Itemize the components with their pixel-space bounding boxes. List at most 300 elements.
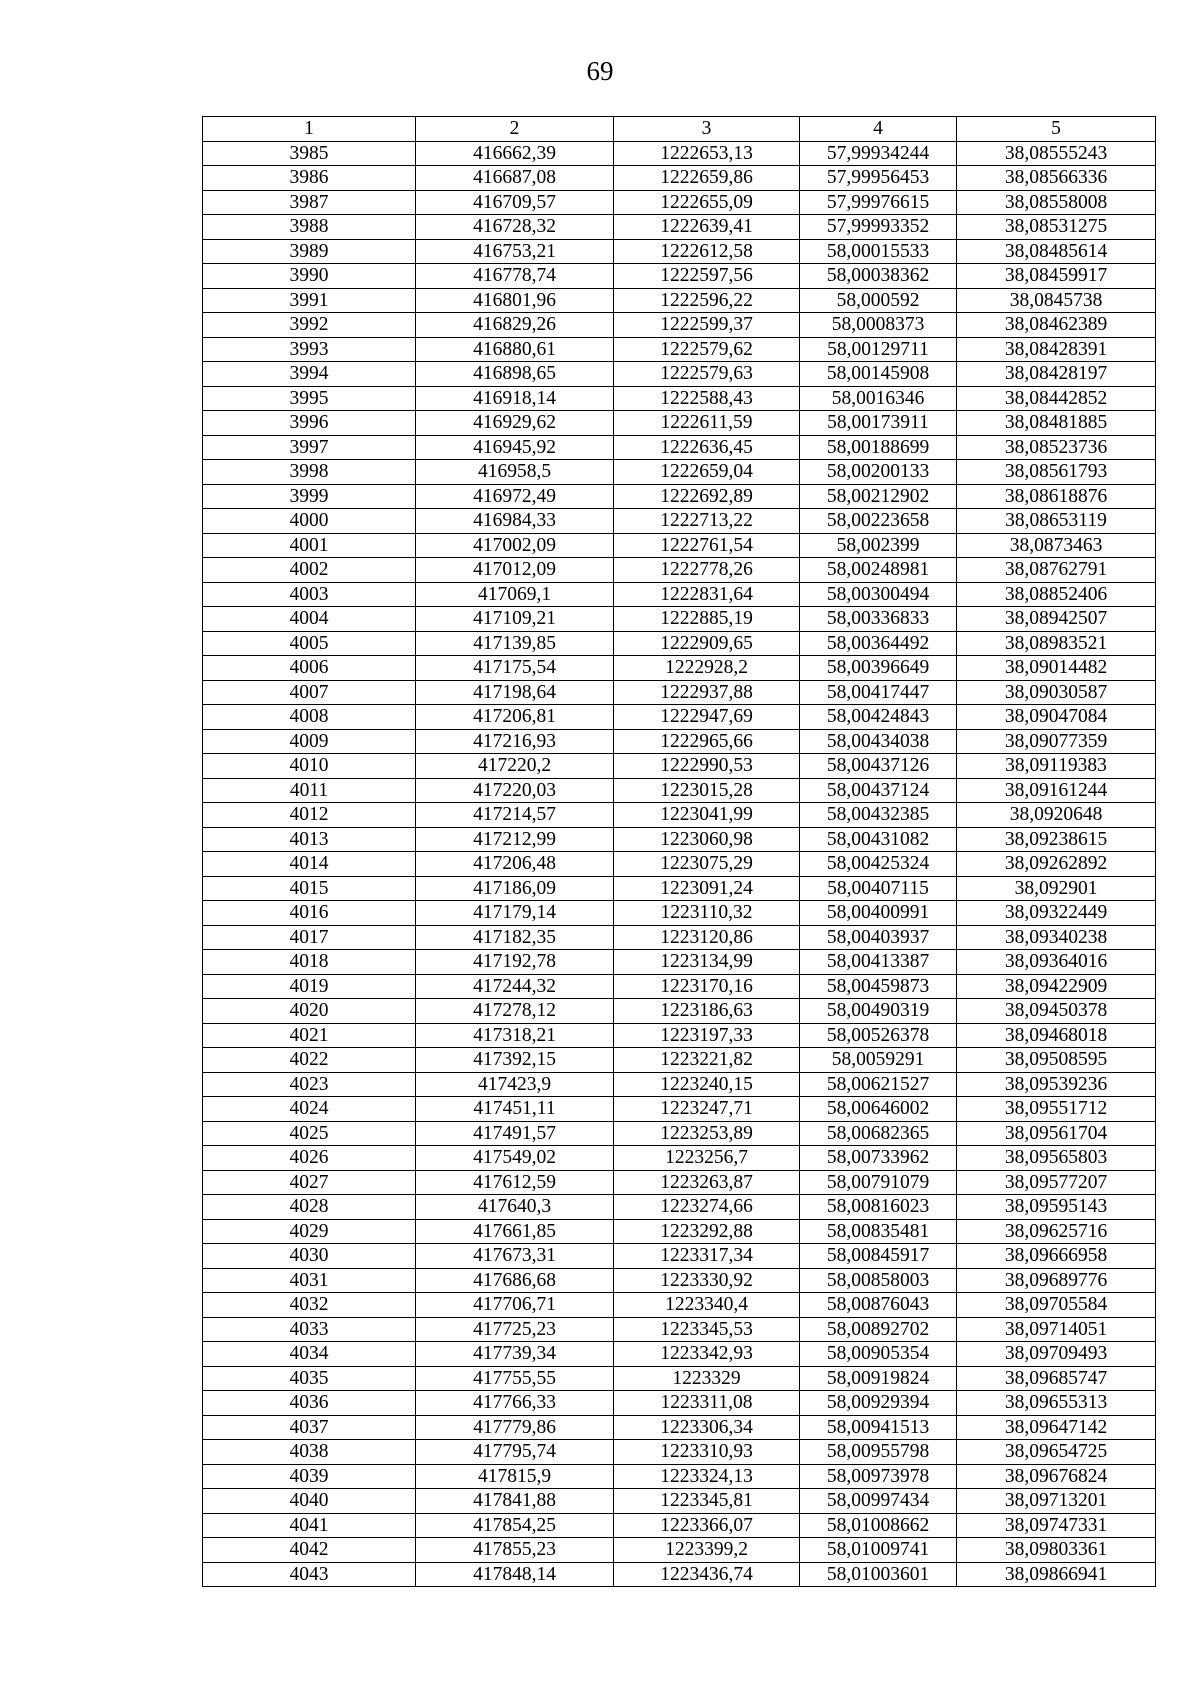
table-cell: 417673,31 [416, 1244, 614, 1269]
table-cell: 38,09747331 [957, 1513, 1156, 1538]
table-row [203, 1023, 1156, 1048]
column-header: 1 [203, 117, 416, 142]
table-cell: 38,09689776 [957, 1268, 1156, 1293]
table-cell: 1223221,82 [614, 1048, 800, 1073]
table-cell: 417212,99 [416, 827, 614, 852]
table-cell: 417640,3 [416, 1195, 614, 1220]
table-row [203, 1513, 1156, 1538]
table-cell: 417175,54 [416, 656, 614, 681]
table-cell: 4016 [203, 901, 416, 926]
table-cell: 38,08653119 [957, 509, 1156, 534]
table-cell: 58,00646002 [800, 1097, 957, 1122]
table-cell: 3990 [203, 264, 416, 289]
table-cell: 58,002399 [800, 533, 957, 558]
table-row [203, 1048, 1156, 1073]
table-cell: 38,08462389 [957, 313, 1156, 338]
table-cell: 1223292,88 [614, 1219, 800, 1244]
table-row [203, 876, 1156, 901]
table-row [203, 411, 1156, 436]
table-cell: 38,08762791 [957, 558, 1156, 583]
table-row [203, 460, 1156, 485]
column-header: 3 [614, 117, 800, 142]
table-cell: 38,09647142 [957, 1415, 1156, 1440]
table-row [203, 509, 1156, 534]
table-cell: 38,08852406 [957, 582, 1156, 607]
table-cell: 38,08561793 [957, 460, 1156, 485]
table-cell: 416728,32 [416, 215, 614, 240]
table-row [203, 141, 1156, 166]
table-cell: 58,00396649 [800, 656, 957, 681]
table-cell: 417220,03 [416, 778, 614, 803]
table-row [203, 1195, 1156, 1220]
table-cell: 58,00876043 [800, 1293, 957, 1318]
table-row [203, 754, 1156, 779]
header-row [203, 117, 1156, 142]
table-cell: 38,08942507 [957, 607, 1156, 632]
table-cell: 416945,92 [416, 435, 614, 460]
table-cell: 416829,26 [416, 313, 614, 338]
table-cell: 4012 [203, 803, 416, 828]
table-cell: 4013 [203, 827, 416, 852]
table-cell: 4032 [203, 1293, 416, 1318]
table-cell: 58,00845917 [800, 1244, 957, 1269]
table-cell: 416778,74 [416, 264, 614, 289]
table-cell: 58,00300494 [800, 582, 957, 607]
table-cell: 38,09666958 [957, 1244, 1156, 1269]
table-cell: 4026 [203, 1146, 416, 1171]
table-cell: 58,00417447 [800, 680, 957, 705]
coordinates-table [202, 116, 1156, 1587]
table-cell: 58,00223658 [800, 509, 957, 534]
table-row [203, 680, 1156, 705]
table-cell: 4029 [203, 1219, 416, 1244]
table-cell: 4023 [203, 1072, 416, 1097]
table-cell: 417002,09 [416, 533, 614, 558]
table-cell: 1222831,64 [614, 582, 800, 607]
table-cell: 58,00129711 [800, 337, 957, 362]
table-row [203, 1219, 1156, 1244]
column-header: 4 [800, 117, 957, 142]
table-cell: 58,00973978 [800, 1464, 957, 1489]
table-row [203, 901, 1156, 926]
table-cell: 3985 [203, 141, 416, 166]
table-cell: 1222612,58 [614, 239, 800, 264]
table-cell: 58,00413387 [800, 950, 957, 975]
table-cell: 38,09238615 [957, 827, 1156, 852]
table-cell: 38,092901 [957, 876, 1156, 901]
table-cell: 417109,21 [416, 607, 614, 632]
table-cell: 1223075,29 [614, 852, 800, 877]
table-row [203, 1562, 1156, 1587]
table-cell: 3998 [203, 460, 416, 485]
table-cell: 58,00336833 [800, 607, 957, 632]
table-cell: 4038 [203, 1440, 416, 1465]
table-cell: 4042 [203, 1538, 416, 1563]
table-cell: 1223436,74 [614, 1562, 800, 1587]
table-cell: 4043 [203, 1562, 416, 1587]
table-cell: 58,00212902 [800, 484, 957, 509]
table-row [203, 1244, 1156, 1269]
table-cell: 58,00682365 [800, 1121, 957, 1146]
table-row [203, 1268, 1156, 1293]
table-cell: 417451,11 [416, 1097, 614, 1122]
table-cell: 1222639,41 [614, 215, 800, 240]
table-row [203, 1538, 1156, 1563]
table-cell: 38,09565803 [957, 1146, 1156, 1171]
table-cell: 417198,64 [416, 680, 614, 705]
table-cell: 3991 [203, 288, 416, 313]
table-cell: 3992 [203, 313, 416, 338]
table-cell: 1223306,34 [614, 1415, 800, 1440]
table-cell: 38,09595143 [957, 1195, 1156, 1220]
table-row [203, 729, 1156, 754]
table-cell: 4035 [203, 1366, 416, 1391]
table-cell: 1222778,26 [614, 558, 800, 583]
table-row [203, 1293, 1156, 1318]
table-cell: 4009 [203, 729, 416, 754]
table-cell: 4011 [203, 778, 416, 803]
table-cell: 38,09676824 [957, 1464, 1156, 1489]
table-cell: 1222909,65 [614, 631, 800, 656]
table-cell: 58,00621527 [800, 1072, 957, 1097]
table-row [203, 1072, 1156, 1097]
table-row [203, 484, 1156, 509]
table-row [203, 925, 1156, 950]
table-cell: 38,08485614 [957, 239, 1156, 264]
table-row [203, 1317, 1156, 1342]
table-cell: 58,00434038 [800, 729, 957, 754]
table-row [203, 533, 1156, 558]
table-cell: 417186,09 [416, 876, 614, 901]
table-cell: 38,09551712 [957, 1097, 1156, 1122]
table-row [203, 288, 1156, 313]
table-cell: 4002 [203, 558, 416, 583]
table-cell: 57,99993352 [800, 215, 957, 240]
table-cell: 4037 [203, 1415, 416, 1440]
table-cell: 1222761,54 [614, 533, 800, 558]
table-cell: 1223041,99 [614, 803, 800, 828]
table-cell: 4036 [203, 1391, 416, 1416]
table-cell: 58,00437126 [800, 754, 957, 779]
table-row [203, 1464, 1156, 1489]
table-cell: 38,09161244 [957, 778, 1156, 803]
table-row [203, 386, 1156, 411]
table-cell: 417182,35 [416, 925, 614, 950]
table-row [203, 435, 1156, 460]
table-cell: 58,00400991 [800, 901, 957, 926]
table-cell: 1223263,87 [614, 1170, 800, 1195]
table-cell: 417661,85 [416, 1219, 614, 1244]
table-cell: 417278,12 [416, 999, 614, 1024]
table-row [203, 1170, 1156, 1195]
table-cell: 1222965,66 [614, 729, 800, 754]
table-row [203, 190, 1156, 215]
table-cell: 1222928,2 [614, 656, 800, 681]
table-cell: 1223256,7 [614, 1146, 800, 1171]
table-cell: 57,99956453 [800, 166, 957, 191]
table-cell: 417012,09 [416, 558, 614, 583]
table-row [203, 705, 1156, 730]
table-cell: 1223345,53 [614, 1317, 800, 1342]
table-cell: 417244,32 [416, 974, 614, 999]
table-row [203, 558, 1156, 583]
table-cell: 38,09866941 [957, 1562, 1156, 1587]
table-row [203, 1097, 1156, 1122]
table-cell: 1223170,16 [614, 974, 800, 999]
table-cell: 4027 [203, 1170, 416, 1195]
table-row [203, 337, 1156, 362]
table-cell: 58,00526378 [800, 1023, 957, 1048]
table-cell: 416801,96 [416, 288, 614, 313]
table-cell: 38,09468018 [957, 1023, 1156, 1048]
table-cell: 58,00941513 [800, 1415, 957, 1440]
table-cell: 38,09709493 [957, 1342, 1156, 1367]
table-row [203, 1342, 1156, 1367]
table-cell: 1223253,89 [614, 1121, 800, 1146]
table-cell: 4041 [203, 1513, 416, 1538]
table-cell: 417815,9 [416, 1464, 614, 1489]
table-cell: 4004 [203, 607, 416, 632]
table-cell: 58,00892702 [800, 1317, 957, 1342]
table-cell: 416880,61 [416, 337, 614, 362]
table-row [203, 362, 1156, 387]
table-cell: 38,09714051 [957, 1317, 1156, 1342]
table-cell: 4017 [203, 925, 416, 950]
table-cell: 416984,33 [416, 509, 614, 534]
table-cell: 416898,65 [416, 362, 614, 387]
table-cell: 417069,1 [416, 582, 614, 607]
table-cell: 417848,14 [416, 1562, 614, 1587]
table-cell: 417491,57 [416, 1121, 614, 1146]
table-cell: 57,99934244 [800, 141, 957, 166]
table-cell: 58,00038362 [800, 264, 957, 289]
table-cell: 417725,23 [416, 1317, 614, 1342]
table-cell: 417841,88 [416, 1489, 614, 1514]
table-cell: 1222596,22 [614, 288, 800, 313]
table-cell: 38,09577207 [957, 1170, 1156, 1195]
table-cell: 58,00403937 [800, 925, 957, 950]
table-cell: 1222653,13 [614, 141, 800, 166]
table-cell: 1223342,93 [614, 1342, 800, 1367]
table-cell: 58,00437124 [800, 778, 957, 803]
table-cell: 38,09119383 [957, 754, 1156, 779]
page-number: 69 [586, 56, 614, 86]
table-cell: 38,08428391 [957, 337, 1156, 362]
table-cell: 4015 [203, 876, 416, 901]
table-cell: 58,00145908 [800, 362, 957, 387]
table-row [203, 999, 1156, 1024]
table-row [203, 582, 1156, 607]
table-cell: 417706,71 [416, 1293, 614, 1318]
table-cell: 58,00407115 [800, 876, 957, 901]
table-cell: 58,00432385 [800, 803, 957, 828]
table-cell: 58,00955798 [800, 1440, 957, 1465]
table-row [203, 313, 1156, 338]
table-cell: 417854,25 [416, 1513, 614, 1538]
table-cell: 58,00459873 [800, 974, 957, 999]
table-cell: 1222659,04 [614, 460, 800, 485]
table-cell: 417779,86 [416, 1415, 614, 1440]
table-cell: 417739,34 [416, 1342, 614, 1367]
table-cell: 3995 [203, 386, 416, 411]
table-cell: 3988 [203, 215, 416, 240]
table-cell: 4033 [203, 1317, 416, 1342]
table-cell: 1223186,63 [614, 999, 800, 1024]
table-cell: 417192,78 [416, 950, 614, 975]
table-cell: 1222947,69 [614, 705, 800, 730]
table-cell: 38,08459917 [957, 264, 1156, 289]
column-header: 5 [957, 117, 1156, 142]
table-cell: 1223329 [614, 1366, 800, 1391]
table-cell: 4021 [203, 1023, 416, 1048]
table-cell: 58,00490319 [800, 999, 957, 1024]
table-row [203, 607, 1156, 632]
table-cell: 416753,21 [416, 239, 614, 264]
table-cell: 38,09625716 [957, 1219, 1156, 1244]
table-cell: 416709,57 [416, 190, 614, 215]
table-cell: 1223310,93 [614, 1440, 800, 1465]
table-row [203, 264, 1156, 289]
table-cell: 1223120,86 [614, 925, 800, 950]
table-cell: 4007 [203, 680, 416, 705]
table-cell: 38,08531275 [957, 215, 1156, 240]
table-cell: 38,08555243 [957, 141, 1156, 166]
table-cell: 58,00919824 [800, 1366, 957, 1391]
table-row [203, 827, 1156, 852]
table-cell: 4006 [203, 656, 416, 681]
table-cell: 1223247,71 [614, 1097, 800, 1122]
table-cell: 58,00200133 [800, 460, 957, 485]
table-cell: 58,00188699 [800, 435, 957, 460]
table-cell: 38,0845738 [957, 288, 1156, 313]
table-cell: 38,09508595 [957, 1048, 1156, 1073]
table-cell: 58,0059291 [800, 1048, 957, 1073]
table-cell: 416929,62 [416, 411, 614, 436]
table-cell: 58,00858003 [800, 1268, 957, 1293]
table-cell: 38,09322449 [957, 901, 1156, 926]
table-cell: 417318,21 [416, 1023, 614, 1048]
table-cell: 58,00929394 [800, 1391, 957, 1416]
table-cell: 1223345,81 [614, 1489, 800, 1514]
table-cell: 38,08566336 [957, 166, 1156, 191]
table-cell: 1222937,88 [614, 680, 800, 705]
table-row [203, 631, 1156, 656]
table-header [203, 117, 1156, 142]
table-cell: 38,09340238 [957, 925, 1156, 950]
table-cell: 4018 [203, 950, 416, 975]
table-cell: 58,00791079 [800, 1170, 957, 1195]
table-cell: 38,08523736 [957, 435, 1156, 460]
table-cell: 38,09450378 [957, 999, 1156, 1024]
table-cell: 3994 [203, 362, 416, 387]
table-cell: 1223134,99 [614, 950, 800, 975]
table-cell: 38,08428197 [957, 362, 1156, 387]
table-cell: 1223324,13 [614, 1464, 800, 1489]
table-row [203, 1440, 1156, 1465]
table-row [203, 1146, 1156, 1171]
table-cell: 4001 [203, 533, 416, 558]
table-cell: 3996 [203, 411, 416, 436]
table-cell: 1223330,92 [614, 1268, 800, 1293]
table-cell: 58,00905354 [800, 1342, 957, 1367]
table-cell: 1222885,19 [614, 607, 800, 632]
table-cell: 38,09685747 [957, 1366, 1156, 1391]
table-cell: 38,08558008 [957, 190, 1156, 215]
table-cell: 38,09422909 [957, 974, 1156, 999]
table-cell: 58,00431082 [800, 827, 957, 852]
table-cell: 4025 [203, 1121, 416, 1146]
table-cell: 416662,39 [416, 141, 614, 166]
table-cell: 58,00835481 [800, 1219, 957, 1244]
table-row [203, 1415, 1156, 1440]
table-cell: 38,08442852 [957, 386, 1156, 411]
table-cell: 38,09047084 [957, 705, 1156, 730]
table-cell: 4034 [203, 1342, 416, 1367]
table-cell: 417214,57 [416, 803, 614, 828]
table-cell: 38,09030587 [957, 680, 1156, 705]
table-cell: 38,09705584 [957, 1293, 1156, 1318]
table-cell: 38,09713201 [957, 1489, 1156, 1514]
table-cell: 38,09077359 [957, 729, 1156, 754]
table-cell: 1223060,98 [614, 827, 800, 852]
table-cell: 58,0016346 [800, 386, 957, 411]
table-cell: 58,000592 [800, 288, 957, 313]
table-cell: 4022 [203, 1048, 416, 1073]
table-cell: 1222659,86 [614, 166, 800, 191]
table-row [203, 656, 1156, 681]
table-cell: 1223340,4 [614, 1293, 800, 1318]
table-cell: 58,00816023 [800, 1195, 957, 1220]
table-row [203, 778, 1156, 803]
table-cell: 417766,33 [416, 1391, 614, 1416]
table-cell: 1223317,34 [614, 1244, 800, 1269]
table-cell: 1223399,2 [614, 1538, 800, 1563]
table-cell: 417686,68 [416, 1268, 614, 1293]
table-cell: 1223240,15 [614, 1072, 800, 1097]
table-cell: 4040 [203, 1489, 416, 1514]
table-cell: 3999 [203, 484, 416, 509]
table-cell: 417220,2 [416, 754, 614, 779]
table-row [203, 803, 1156, 828]
table-cell: 58,00997434 [800, 1489, 957, 1514]
table-cell: 417216,93 [416, 729, 614, 754]
column-header: 2 [416, 117, 614, 142]
table-cell: 417423,9 [416, 1072, 614, 1097]
table-cell: 57,99976615 [800, 190, 957, 215]
table-cell: 417139,85 [416, 631, 614, 656]
table-cell: 4008 [203, 705, 416, 730]
table-cell: 1223274,66 [614, 1195, 800, 1220]
table-row [203, 215, 1156, 240]
table-cell: 38,09561704 [957, 1121, 1156, 1146]
table-cell: 38,09364016 [957, 950, 1156, 975]
table-cell: 417392,15 [416, 1048, 614, 1073]
table-cell: 4030 [203, 1244, 416, 1269]
table-cell: 58,01003601 [800, 1562, 957, 1587]
table-cell: 417795,74 [416, 1440, 614, 1465]
table-cell: 417179,14 [416, 901, 614, 926]
table-cell: 1222655,09 [614, 190, 800, 215]
table-cell: 4010 [203, 754, 416, 779]
table-cell: 3993 [203, 337, 416, 362]
table-cell: 4019 [203, 974, 416, 999]
table-cell: 4003 [203, 582, 416, 607]
table-cell: 38,09655313 [957, 1391, 1156, 1416]
table-cell: 417206,48 [416, 852, 614, 877]
table-cell: 3987 [203, 190, 416, 215]
table-cell: 1222990,53 [614, 754, 800, 779]
table-row [203, 1366, 1156, 1391]
